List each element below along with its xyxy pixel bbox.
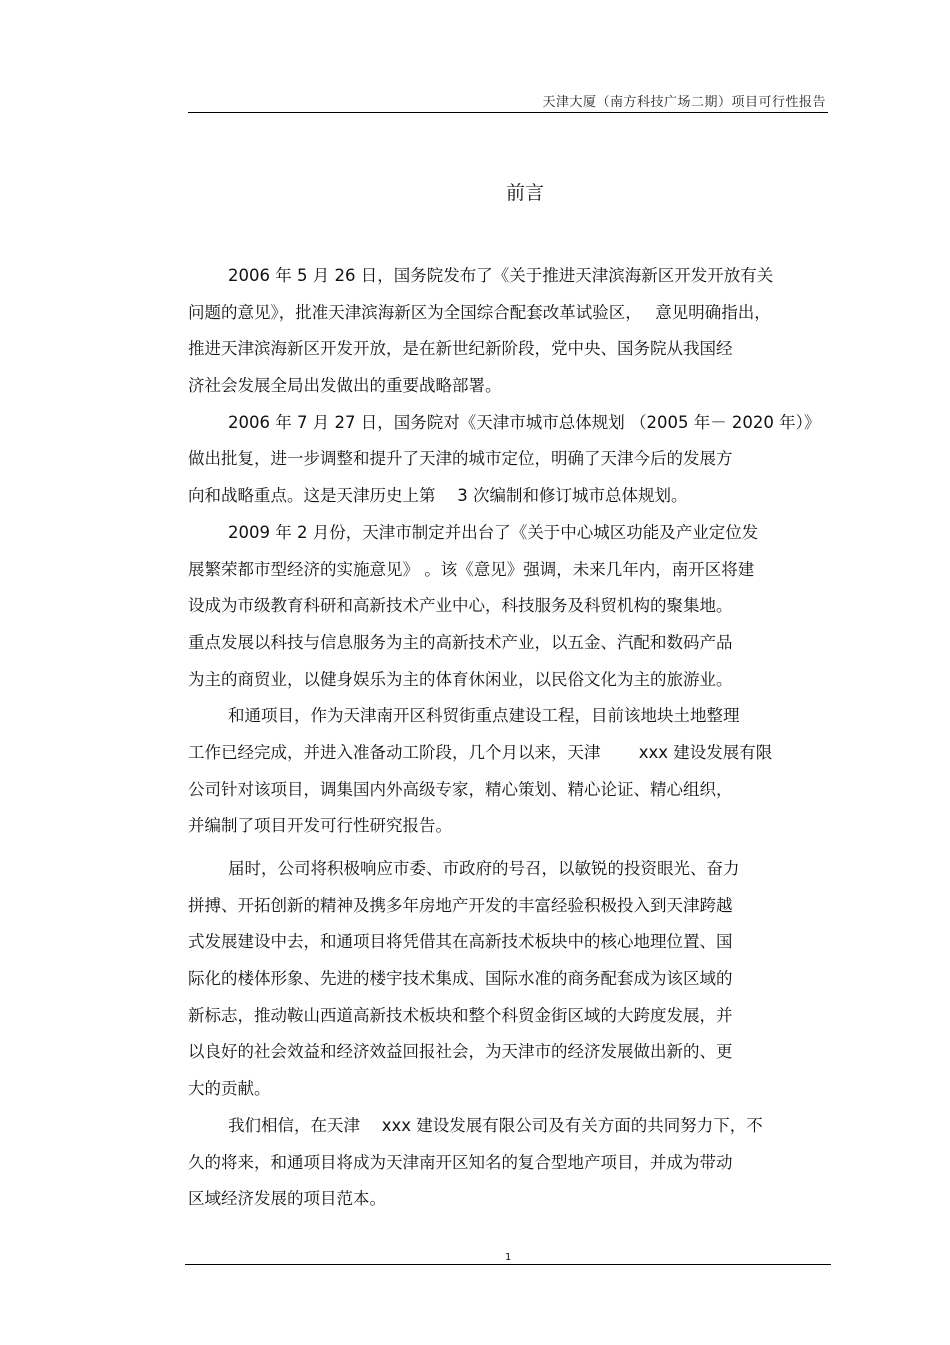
paragraph-line: 2006 年 7 月 27 日，国务院对《天津市城市总体规划 （2005 年－ 2020 年）》 — [228, 412, 821, 432]
paragraph-line: 2006 年 5 月 26 日，国务院发布了《关于推进天津滨海新区开发开放有关 — [228, 266, 774, 285]
paragraph-line: 以良好的社会效益和经济效益回报社会，为天津市的经济发展做出新的、更 — [188, 1042, 733, 1062]
paragraph-line: 问题的意见》，批准天津滨海新区为全国综合配套改革试验区， 意见明确指出， — [188, 302, 771, 322]
paragraph-line: 并编制了项目开发可行性研究报告。 — [188, 816, 452, 836]
footer-divider — [185, 1264, 831, 1265]
paragraph-line: 设成为市级教育科研和高新技术产业中心，科技服务及科贸机构的聚集地。 — [188, 596, 733, 616]
body-text — [188, 258, 838, 1218]
paragraph-line: 区域经济发展的项目范本。 — [188, 1189, 386, 1209]
paragraph-line: 重点发展以科技与信息服务为主的高新技术产业，以五金、汽配和数码产品 — [188, 632, 733, 652]
paragraph-line: 为主的商贸业，以健身娱乐为主的体育休闲业，以民俗文化为主的旅游业。 — [188, 669, 733, 689]
paragraph-line: 济社会发展全局出发做出的重要战略部署。 — [188, 376, 502, 396]
paragraph-line: 拼搏、开拓创新的精神及携多年房地产开发的丰富经验积极投入到天津跨越 — [188, 895, 733, 915]
page-number: 1 — [505, 1252, 512, 1263]
header-title: 天津大厦（南方科技广场二期）项目可行性报告 — [542, 95, 826, 110]
paragraph-line: 做出批复，进一步调整和提升了天津的城市定位，明确了天津今后的发展方 — [188, 449, 733, 469]
document-title: 前言 — [505, 182, 544, 204]
header-divider — [188, 112, 828, 113]
paragraph-line: 式发展建设中去，和通项目将凭借其在高新技术板块中的核心地理位置、国 — [188, 932, 733, 952]
paragraph-line: 和通项目，作为天津南开区科贸街重点建设工程，目前该地块土地整理 — [228, 706, 740, 726]
paragraph-line: 展繁荣都市型经济的实施意见》 。该《意见》强调，未来几年内，南开区将建 — [188, 559, 755, 579]
paragraph-line: 公司针对该项目，调集国内外高级专家，精心策划、精心论证、精心组织， — [188, 779, 733, 799]
paragraph-line: 2009 年 2 月份，天津市制定并出台了《关于中心城区功能及产业定位发 — [228, 522, 759, 542]
paragraph-line: 际化的楼体形象、先进的楼宇技术集成、国际水准的商务配套成为该区域的 — [188, 969, 733, 989]
paragraph-line: 新标志，推动鞍山西道高新技术板块和整个科贸金街区域的大跨度发展，并 — [188, 1005, 733, 1025]
paragraph-line: 推进天津滨海新区开发开放，是在新世纪新阶段，党中央、国务院从我国经 — [188, 339, 733, 359]
paragraph-line: 久的将来，和通项目将成为天津南开区知名的复合型地产项目，并成为带动 — [188, 1152, 733, 1172]
paragraph-line: 届时，公司将积极响应市委、市政府的号召，以敏锐的投资眼光、奋力 — [228, 859, 740, 878]
paragraph-line: 工作已经完成，并进入准备动工阶段，几个月以来，天津 xxx 建设发展有限 — [188, 742, 773, 762]
paragraph-line: 大的贡献。 — [188, 1079, 271, 1099]
paragraph-line: 我们相信，在天津 xxx 建设发展有限公司及有关方面的共同努力下，不 — [228, 1115, 763, 1135]
paragraph-line: 向和战略重点。这是天津历史上第 3 次编制和修订城市总体规划。 — [188, 486, 688, 506]
